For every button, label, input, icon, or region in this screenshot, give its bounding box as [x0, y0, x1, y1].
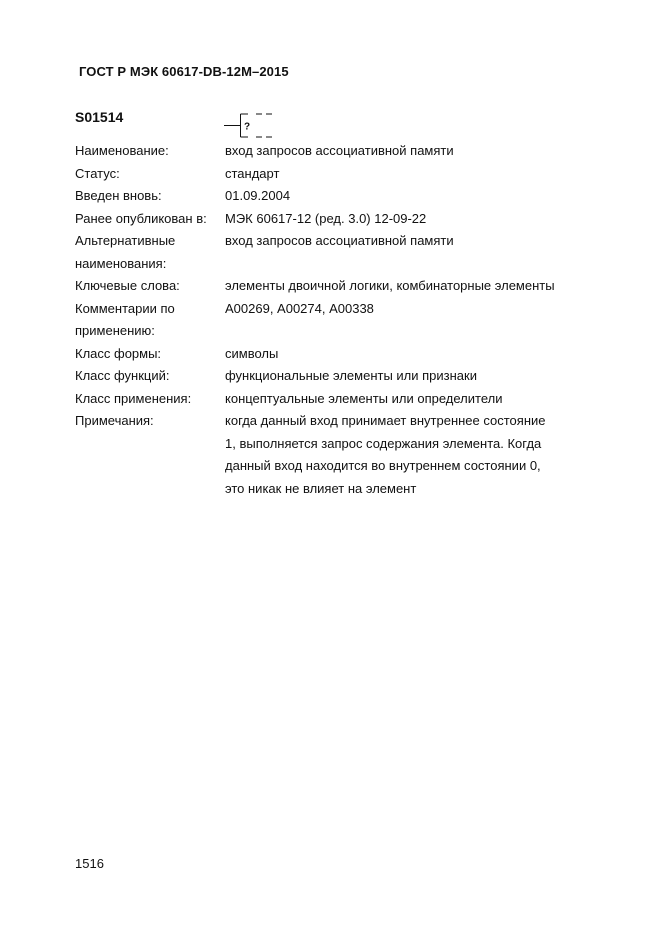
attribute-value: [225, 275, 615, 298]
attribute-value-line: 01.09.2004: [225, 188, 291, 203]
attribute-row: [75, 230, 615, 275]
attribute-value-line: вход запросов ассоциативной памяти: [225, 233, 454, 248]
attribute-label: [75, 410, 225, 500]
attribute-label-line: Наименование:: [75, 143, 169, 158]
attribute-label-line: Статус:: [75, 165, 120, 181]
attribute-value-line: МЭК 60617-12 (ред. 3.0) 12-09-22: [225, 210, 427, 226]
attribute-label: [75, 298, 225, 343]
attribute-value-line: А00269, А00274, А00338: [225, 300, 374, 316]
attribute-label: [75, 140, 225, 163]
attribute-label-line: Альтернативные: [75, 233, 176, 248]
page-number: 1516: [75, 856, 104, 871]
attribute-row: [75, 208, 615, 231]
attribute-value-line: это никак не влияет на элемент: [225, 480, 417, 496]
attribute-label: [75, 343, 225, 366]
attribute-value: [225, 208, 615, 231]
attribute-value-line: стандарт: [225, 165, 280, 181]
attribute-label: [75, 185, 225, 208]
attribute-row: [75, 388, 615, 411]
attribute-value-line: концептуальные элементы или определители: [225, 390, 503, 406]
attribute-row: [75, 275, 615, 298]
attribute-label-line: Введен вновь:: [75, 188, 162, 203]
attribute-row: [75, 365, 615, 388]
attribute-label-line: Ранее опубликован в:: [75, 210, 207, 226]
attribute-value-line: данный вход находится во внутреннем состоянии 0,: [225, 458, 541, 473]
entry-code: S01514: [75, 109, 124, 125]
attribute-label-line: Примечания:: [75, 413, 154, 428]
attribute-value: [225, 185, 615, 208]
attribute-row: [75, 343, 615, 366]
attribute-row: [75, 410, 615, 500]
attribute-label: [75, 208, 225, 231]
attribute-value-line: элементы двоичной логики, комбинаторные элементы: [225, 278, 555, 293]
attribute-label-line: Комментарии по: [75, 300, 175, 316]
symbol-question-mark: ?: [244, 121, 251, 133]
attribute-value: [225, 365, 615, 388]
attribute-value: [225, 410, 615, 500]
attribute-label-line: Класс формы:: [75, 345, 162, 361]
attribute-label: [75, 365, 225, 388]
attribute-value: [225, 140, 615, 163]
query-input-symbol: [222, 108, 282, 142]
attribute-label-line: Класс функций:: [75, 368, 170, 383]
attribute-value: [225, 230, 615, 275]
attribute-row: [75, 140, 615, 163]
attribute-label-line: Ключевые слова:: [75, 278, 180, 293]
attribute-value: [225, 163, 615, 186]
attribute-label-line: наименования:: [75, 255, 167, 271]
entry-attributes: [75, 140, 615, 500]
attribute-label: [75, 163, 225, 186]
document-header: ГОСТ Р МЭК 60617-DB-12М–2015: [79, 64, 289, 79]
attribute-label: [75, 388, 225, 411]
attribute-value-line: вход запросов ассоциативной памяти: [225, 143, 454, 158]
attribute-value-line: символы: [225, 345, 279, 361]
attribute-value-line: когда данный вход принимает внутреннее состояние: [225, 413, 546, 428]
attribute-value-line: 1, выполняется запрос содержания элемента. Когда: [225, 435, 542, 451]
attribute-value-line: функциональные элементы или признаки: [225, 368, 477, 383]
attribute-value: [225, 298, 615, 343]
attribute-row: [75, 185, 615, 208]
attribute-row: [75, 163, 615, 186]
attribute-label-line: применению:: [75, 323, 155, 338]
attribute-label: [75, 230, 225, 275]
attribute-value: [225, 388, 615, 411]
attribute-label: [75, 275, 225, 298]
attribute-label-line: Класс применения:: [75, 390, 192, 406]
attribute-row: [75, 298, 615, 343]
attribute-value: [225, 343, 615, 366]
